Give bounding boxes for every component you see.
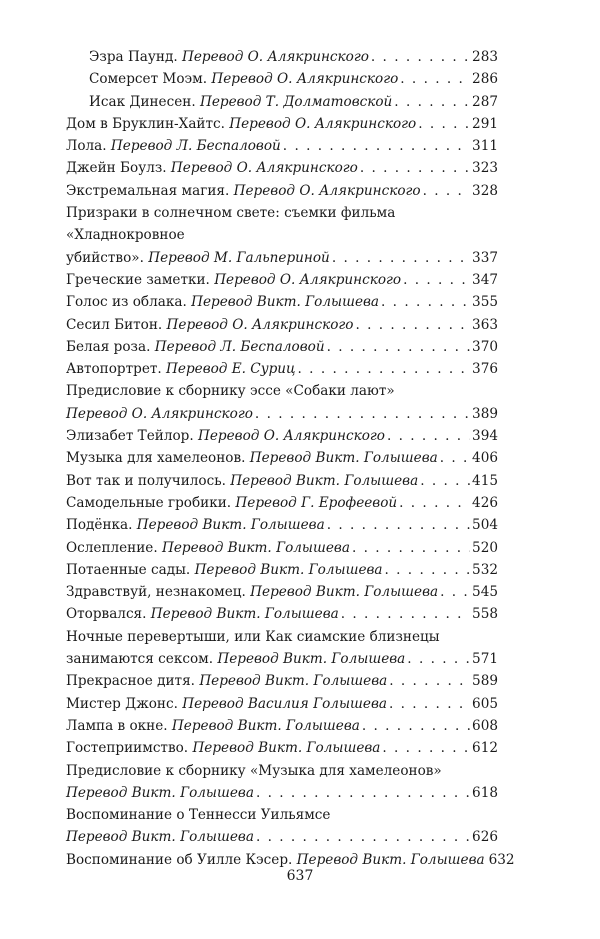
toc-entry	[66, 425, 498, 447]
toc-leader-dots	[360, 157, 470, 179]
toc-entry-line	[66, 581, 498, 603]
toc-entry-title: Потаенные сады.	[66, 561, 191, 578]
toc-entry-title: Музыка для хамелеонов.	[66, 450, 246, 467]
toc-entry-page: 323	[472, 160, 498, 177]
toc-entry	[66, 447, 498, 469]
toc-entry	[66, 760, 498, 805]
toc-entry-line	[66, 157, 498, 179]
toc-entry	[66, 514, 498, 536]
toc-entry-page: 283	[472, 49, 498, 65]
toc-entry-translator: Перевод Викт. Голышева	[162, 539, 350, 556]
toc-entry-page: 311	[472, 138, 498, 155]
toc-entry-page: 337	[472, 249, 498, 266]
toc-entry-title: Джейн Боулз.	[66, 160, 167, 177]
page-number: 637	[286, 868, 314, 884]
toc-entry	[66, 358, 498, 380]
toc-entry-line	[66, 291, 498, 313]
toc-entry	[66, 537, 498, 559]
toc-entry	[66, 626, 498, 671]
toc-entry-translator: Перевод Викт. Голышева	[136, 517, 325, 534]
toc-entry-page: 287	[472, 93, 498, 110]
toc-leader-dots	[256, 826, 470, 848]
toc-entry-title: Подёнка.	[66, 517, 133, 534]
toc-entry-title: Гостеприимство.	[66, 740, 189, 757]
toc-entry-page: 370	[472, 338, 498, 355]
toc-leader-dots	[420, 470, 470, 492]
toc-entry-line	[66, 269, 498, 291]
toc-entry-page: 504	[472, 517, 498, 534]
toc-entry	[66, 336, 498, 358]
toc-entry	[66, 492, 498, 514]
toc-leader-dots	[440, 447, 470, 469]
toc-leader-dots	[399, 492, 470, 514]
toc-leader-dots	[389, 670, 470, 692]
toc-entry-line	[89, 68, 498, 90]
toc-entry-page: 355	[472, 294, 498, 311]
toc-entry-title: Сомерсет Моэм.	[89, 71, 208, 88]
toc-entry-page: 286	[472, 71, 498, 88]
toc-entry-title: Вот так и получилось.	[66, 472, 226, 489]
toc-entry-translator: Перевод Викт. Голышева	[230, 472, 419, 489]
toc-entry	[66, 581, 498, 603]
toc-entry-line	[66, 603, 498, 625]
toc-entry	[66, 693, 498, 715]
toc-leader-dots	[407, 648, 470, 670]
toc-leader-dots	[341, 603, 470, 625]
toc-entry-line	[66, 537, 498, 559]
toc-leader-dots	[381, 291, 470, 313]
toc-entry-translator: Перевод М. Гальпериной	[148, 249, 330, 266]
toc-entry	[66, 603, 498, 625]
toc-entry-title: Греческие заметки.	[66, 271, 210, 288]
toc-entry-translator: Перевод Викт. Голышева	[199, 673, 388, 690]
toc-entry-title-line: Ночные перевертыши, или Как сиамские близнецы	[66, 628, 440, 645]
toc-leader-dots	[387, 425, 470, 447]
toc-entry-title: Сесил Битон.	[66, 316, 163, 333]
toc-entry-translator: Перевод О. Алякринского	[214, 271, 402, 288]
toc-entry-line	[66, 693, 498, 715]
toc-entry	[66, 180, 498, 202]
toc-entry	[66, 135, 498, 157]
toc-entry-page: 532	[472, 561, 498, 578]
toc-entry-title: занимаются сексом.	[66, 651, 214, 668]
toc-entry	[66, 314, 498, 336]
toc-entry	[66, 68, 498, 90]
toc-entry-line	[66, 358, 498, 380]
toc-entry-title: Исак Динесен.	[89, 93, 196, 110]
toc-entry-translator: Перевод Т. Долматовской	[199, 93, 393, 110]
toc-entry-title: Мистер Джонс.	[66, 695, 178, 712]
toc-entry-line	[66, 314, 498, 336]
toc-entry-page: 612	[472, 740, 498, 757]
toc-entry-translator: Перевод О. Алякринского	[181, 49, 369, 65]
toc-entry-page: 618	[472, 784, 498, 801]
toc-entry-title-line: Призраки в солнечном свете: съемки фильма «Хладнокровное	[66, 205, 396, 244]
toc-entry	[66, 470, 498, 492]
toc-entry-title: Лола.	[66, 138, 107, 155]
toc-entry-translator: Перевод О. Алякринского	[233, 182, 421, 199]
toc-entry	[66, 670, 498, 692]
toc-entry-translator: Перевод О. Алякринского	[211, 71, 399, 88]
toc-entry-line	[66, 514, 498, 536]
toc-leader-dots	[355, 314, 470, 336]
toc-entry	[66, 91, 498, 113]
toc-entry-translator: Перевод О. Алякринского	[229, 115, 417, 132]
toc-entry-title: Прекрасное дитя.	[66, 673, 195, 690]
toc-entry-translator: Перевод Викт. Голышева	[192, 740, 381, 757]
toc-entry-page: 426	[472, 494, 498, 511]
toc-leader-dots	[256, 782, 470, 804]
toc-entry-title: Воспоминание об Уилле Кэсер.	[66, 851, 293, 868]
toc-entry-line	[66, 135, 498, 157]
toc-entry-title: Оторвался.	[66, 606, 147, 623]
toc-entry-page: 347	[472, 271, 498, 288]
toc-entry-line	[66, 247, 498, 269]
toc-entry-line	[66, 715, 498, 737]
toc-entry-title: Элизабет Тейлор.	[66, 428, 194, 445]
toc-entry-title: Голос из облака.	[66, 294, 187, 311]
toc-leader-dots	[327, 514, 470, 536]
toc-entry-translator: Перевод Л. Беспаловой	[110, 138, 281, 155]
toc-entry-page: 394	[472, 428, 498, 445]
toc-entry-page: 376	[472, 361, 498, 378]
toc-entry-page: 520	[472, 539, 498, 556]
toc-entry-line	[66, 113, 498, 135]
toc-entry	[66, 269, 498, 291]
toc-entry-page: 571	[472, 651, 498, 668]
toc-entry	[66, 202, 498, 269]
toc-entry-page: 589	[472, 673, 498, 690]
toc-leader-dots	[298, 358, 471, 380]
toc-entry	[66, 804, 498, 849]
toc-entry-line	[66, 425, 498, 447]
toc-entry-translator: Перевод Викт. Голышева	[66, 784, 254, 801]
toc-entry-page: 389	[472, 405, 498, 422]
toc-entry-title: Здравствуй, незнакомец.	[66, 584, 246, 601]
toc-leader-dots	[327, 336, 470, 358]
toc-entry-title: Автопортрет.	[66, 361, 162, 378]
toc-entry-translator: Перевод Е. Суриц	[166, 361, 296, 378]
toc-leader-dots	[283, 135, 470, 157]
toc-entry-line	[66, 782, 498, 804]
toc-entry-translator: Перевод Викт. Голышева	[194, 561, 383, 578]
toc-entry-title: Экстремальная магия.	[66, 182, 230, 199]
toc-entry-translator: Перевод Викт. Голышева	[296, 851, 485, 868]
toc-entry-line	[89, 91, 498, 113]
toc-entry-title: Лампа в окне.	[66, 717, 168, 734]
toc-entry-title-line: Воспоминание о Теннесси Уильямсе	[66, 807, 331, 824]
toc-entry	[66, 157, 498, 179]
toc-leader-dots	[400, 68, 470, 90]
toc-entry	[66, 559, 498, 581]
toc-entry-translator: Перевод Викт. Голышева	[217, 651, 406, 668]
toc-entry-title: Ослепление.	[66, 539, 158, 556]
toc-entry-translator: Перевод О. Алякринского	[198, 428, 385, 445]
toc-leader-dots	[371, 46, 470, 68]
toc-leader-dots	[403, 269, 470, 291]
toc-entry-translator: Перевод Викт. Голышева	[171, 717, 360, 734]
toc-entry-title: Эзра Паунд.	[89, 49, 178, 65]
toc-entry-translator: Перевод Василия Голышева	[182, 695, 387, 712]
toc-entry-title: убийство».	[66, 249, 144, 266]
toc-entry-page: 328	[472, 182, 498, 199]
toc-entry-page: 291	[472, 115, 498, 132]
toc-entry-translator: Перевод О. Алякринского	[166, 316, 354, 333]
toc-entry-page: 626	[472, 829, 498, 846]
toc-entry-page: 558	[472, 606, 498, 623]
toc-leader-dots	[382, 737, 470, 759]
toc-entry-page: 632	[488, 851, 515, 868]
toc-entry-translator: Перевод Викт. Голышева	[150, 606, 339, 623]
toc-entry	[66, 737, 498, 759]
toc-entry-line	[66, 403, 498, 425]
toc-entry-translator: Перевод Викт. Голышева	[249, 450, 438, 467]
toc-entry-translator: Перевод Г. Ерофеевой	[235, 494, 398, 511]
toc-entry	[66, 380, 498, 425]
toc-entry-line	[66, 447, 498, 469]
toc-entry-line	[66, 648, 498, 670]
toc-entry-page: 545	[472, 584, 498, 601]
toc-leader-dots	[423, 180, 470, 202]
toc-entry-line	[66, 670, 498, 692]
toc-entry-line	[66, 470, 498, 492]
toc-entry-title: Дом в Бруклин-Хайтс.	[66, 115, 225, 132]
toc-entry	[66, 46, 498, 68]
toc-entry-translator: Перевод О. Алякринского	[66, 405, 253, 422]
toc-leader-dots	[362, 715, 470, 737]
toc-entry-page: 363	[472, 316, 498, 333]
toc-entry-page: 415	[472, 472, 498, 489]
toc-entry-line	[66, 826, 498, 848]
toc-leader-dots	[394, 91, 470, 113]
toc-entry-line	[66, 492, 498, 514]
toc-entry-title-line: Предисловие к сборнику «Музыка для хамелеонов»	[66, 762, 442, 779]
toc-leader-dots	[418, 113, 470, 135]
toc-entry-title-line: Предисловие к сборнику эссе «Собаки лают»	[66, 383, 395, 400]
toc-entry-translator: Перевод Викт. Голышева	[250, 584, 439, 601]
toc-leader-dots	[352, 537, 470, 559]
toc-entry-translator: Перевод О. Алякринского	[170, 160, 358, 177]
toc-entry-translator: Перевод Л. Беспаловой	[154, 338, 325, 355]
toc-leader-dots	[332, 247, 470, 269]
toc-leader-dots	[389, 693, 470, 715]
toc-entry-title: Самодельные гробики.	[66, 494, 232, 511]
toc-entry-line	[66, 336, 498, 358]
toc-leader-dots	[255, 403, 470, 425]
toc-entry-line	[89, 46, 498, 68]
toc-entry-translator: Перевод Викт. Голышева	[191, 294, 380, 311]
toc-entry	[66, 113, 498, 135]
toc-entry	[66, 715, 498, 737]
toc-entry-line	[66, 737, 498, 759]
toc-entry	[66, 291, 498, 313]
toc-entry-line	[66, 559, 498, 581]
toc-entry-page: 608	[472, 717, 498, 734]
toc-entry-page: 605	[472, 695, 498, 712]
table-of-contents	[66, 46, 515, 871]
toc-leader-dots	[385, 559, 471, 581]
toc-entry-translator: Перевод Викт. Голышева	[66, 829, 254, 846]
toc-entry-page: 406	[472, 450, 498, 467]
toc-leader-dots	[440, 581, 470, 603]
toc-entry-title: Белая роза.	[66, 338, 151, 355]
toc-entry-line	[66, 180, 498, 202]
